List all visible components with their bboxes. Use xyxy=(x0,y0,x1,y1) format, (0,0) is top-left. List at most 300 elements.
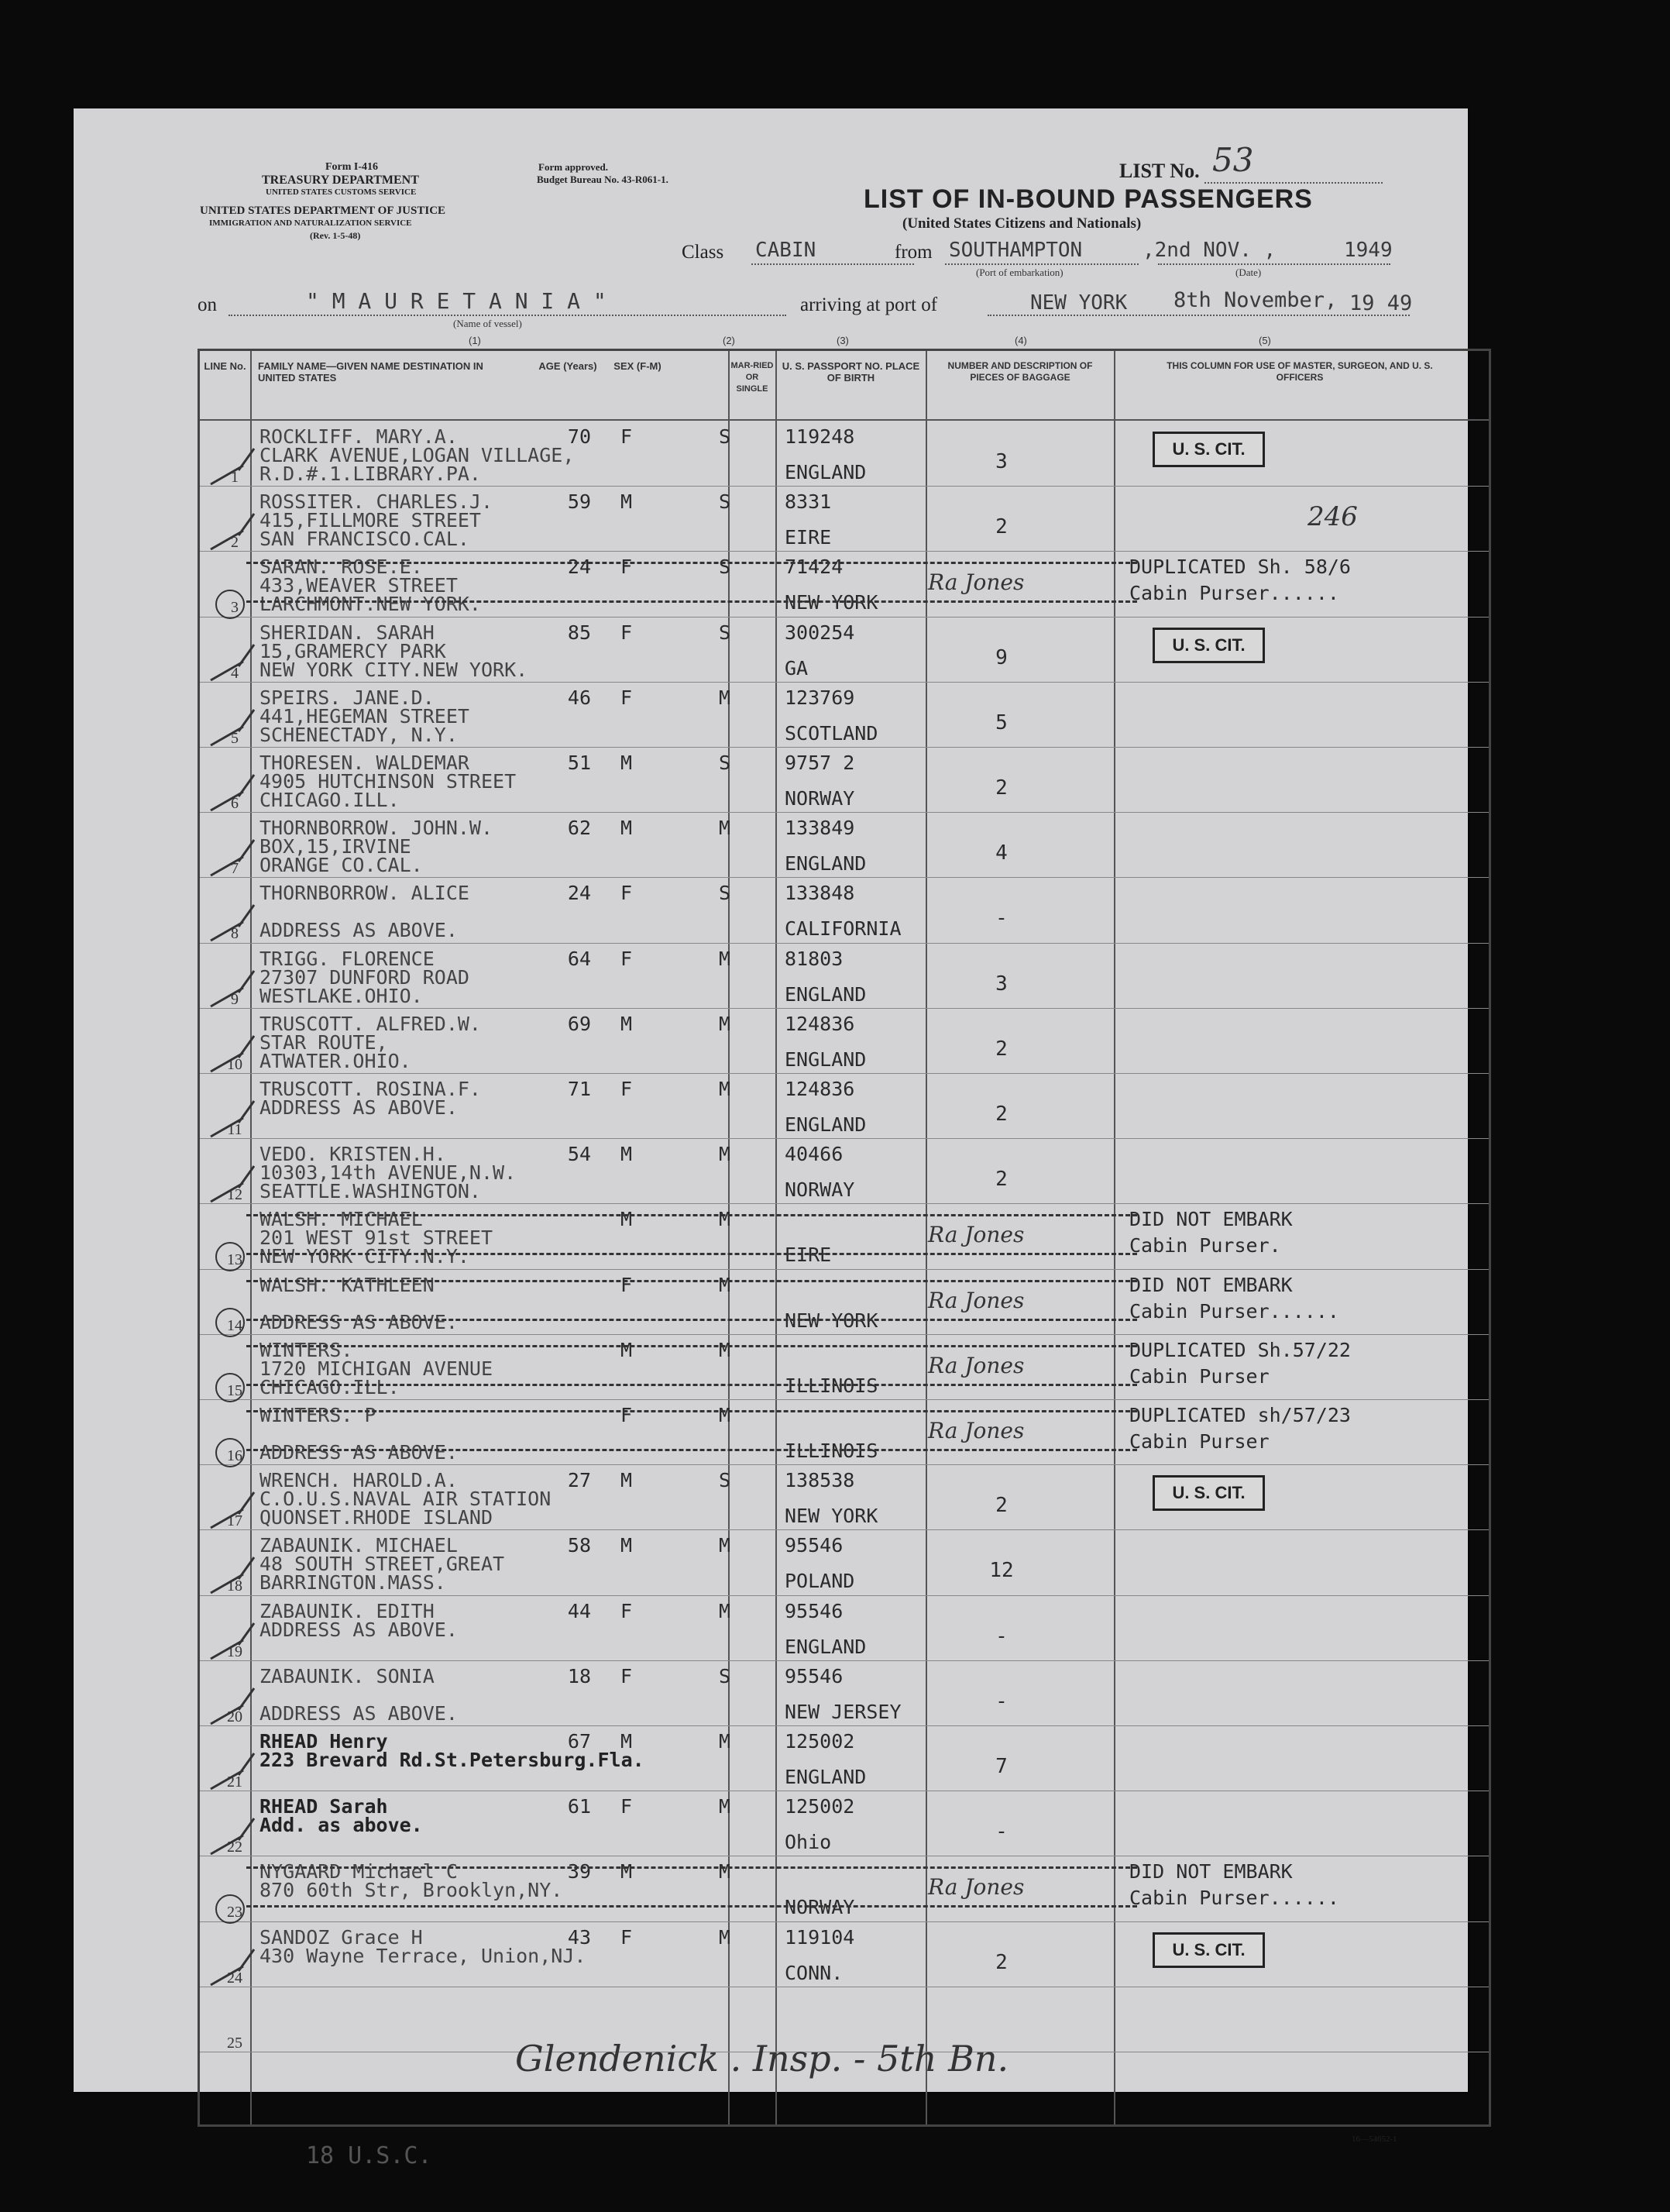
strike-line xyxy=(246,600,1137,603)
place-of-birth: NORWAY xyxy=(785,1178,855,1202)
sex-value: F xyxy=(620,882,633,905)
address-line-1: 430 Wayne Terrace, Union,NJ. xyxy=(259,1944,586,1967)
arriving-label: arriving at port of xyxy=(800,294,938,315)
passport-number: 9757 2 xyxy=(785,752,855,774)
arrival-port: NEW YORK xyxy=(1030,291,1128,315)
us-citizen-stamp: U. S. CIT. xyxy=(1153,628,1265,663)
place-of-birth: Ohio xyxy=(785,1831,832,1854)
age-value: 59 xyxy=(567,490,591,514)
baggage-count: - xyxy=(995,1820,1008,1844)
passport-number: 125002 xyxy=(785,1795,855,1818)
passenger-name: WALSH. MICHAEL xyxy=(259,1208,423,1231)
checkmark-icon xyxy=(208,1749,270,1795)
baggage-count: 5 xyxy=(995,710,1008,734)
us-citizen-stamp: U. S. CIT. xyxy=(1153,1932,1265,1968)
ins-service: IMMIGRATION AND NATURALIZATION SERVICE xyxy=(209,218,412,228)
passenger-name: ZABAUNIK. EDITH xyxy=(259,1599,435,1622)
age-value: 69 xyxy=(567,1012,591,1035)
table-row xyxy=(200,682,1489,747)
line-number: 19 xyxy=(227,1643,242,1660)
sex-value: M xyxy=(620,1469,633,1492)
place-of-birth: EIRE xyxy=(785,1244,832,1267)
passport-number: 119248 xyxy=(785,425,855,448)
address-line-1: 15,GRAMERCY PARK xyxy=(259,639,446,662)
col-name-header: FAMILY NAME—GIVEN NAME DESTINATION IN UNITED STATES xyxy=(258,360,483,384)
col-num-2: (2) xyxy=(723,335,735,346)
marital-status: M xyxy=(719,1338,731,1361)
sex-value: F xyxy=(620,686,633,709)
line-number: 15 xyxy=(227,1381,242,1399)
list-no-value: 53 xyxy=(1212,141,1254,179)
passport-number: 124836 xyxy=(785,1078,855,1100)
place-of-birth: NORWAY xyxy=(785,1896,855,1919)
passport-number: 133849 xyxy=(785,817,855,840)
address-line-2: CHICAGO.ILL. xyxy=(259,1375,400,1398)
line-number: 17 xyxy=(227,1512,242,1530)
address-line-1: ADDRESS AS ABOVE. xyxy=(259,1096,458,1119)
from-value: SOUTHAMPTON xyxy=(949,239,1083,262)
passenger-name: SANDOZ Grace H xyxy=(259,1925,423,1949)
passenger-name: RHEAD Henry xyxy=(259,1730,388,1753)
address-line-1: 870 60th Str, Brooklyn,NY. xyxy=(259,1879,563,1902)
sex-value: F xyxy=(620,1404,633,1426)
inspector-signature: Glendenick . Insp. - 5th Bn. xyxy=(515,2038,1009,2080)
age-value: 58 xyxy=(567,1534,591,1557)
passenger-name: THORESEN. WALDEMAR xyxy=(259,752,469,774)
col-sex-header: SEX (F-M) xyxy=(613,360,661,372)
age-value: 39 xyxy=(567,1860,591,1883)
age-value: 24 xyxy=(567,556,591,579)
place-of-birth: CONN. xyxy=(785,1961,844,1984)
officer-remark: DUPLICATED Sh. 58/6 xyxy=(1129,556,1351,579)
table-row xyxy=(200,1269,1489,1334)
passport-number: 300254 xyxy=(785,621,855,644)
baggage-count: 2 xyxy=(995,1494,1008,1518)
checkmark-icon xyxy=(208,835,270,882)
col-num-4: (4) xyxy=(1015,335,1027,346)
vessel-line xyxy=(229,315,786,316)
arrival-year: 19 49 xyxy=(1349,291,1413,315)
checkmark-icon xyxy=(208,1553,270,1599)
marital-status: M xyxy=(719,1273,731,1296)
circled-line-number xyxy=(215,1373,245,1402)
table-row xyxy=(200,421,1489,486)
vessel-caption: (Name of vessel) xyxy=(453,318,522,329)
passenger-name: SPEIRS. JANE.D. xyxy=(259,686,435,709)
address-line-1: C.O.U.S.NAVAL AIR STATION xyxy=(259,1488,552,1511)
address-line-1: 201 WEST 91st STREET xyxy=(259,1226,493,1250)
purser-signature: Ra Jones xyxy=(928,1287,1025,1313)
address-line-1: 10303,14th AVENUE,N.W. xyxy=(259,1161,517,1185)
baggage-count: - xyxy=(995,1624,1008,1648)
table-row xyxy=(200,1203,1489,1268)
passenger-name: RHEAD Sarah xyxy=(259,1795,388,1818)
marital-status: M xyxy=(719,1730,731,1753)
age-value: 18 xyxy=(567,1664,591,1687)
checkmark-icon xyxy=(208,770,270,817)
line-number: 21 xyxy=(227,1773,242,1791)
place-of-birth: ENGLAND xyxy=(785,982,867,1006)
vessel-name: " M A U R E T A N I A " xyxy=(306,288,606,314)
strike-line xyxy=(246,562,1137,564)
place-of-birth: POLAND xyxy=(785,1570,855,1593)
place-of-birth: GA xyxy=(785,656,809,679)
officer-remark-purser: Cabin Purser xyxy=(1129,1364,1270,1388)
class-line xyxy=(751,263,914,265)
address-line-2: ADDRESS AS ABOVE. xyxy=(259,1441,458,1464)
place-of-birth: NEW YORK xyxy=(785,1505,878,1528)
table-row xyxy=(200,1008,1489,1073)
line-number: 9 xyxy=(231,990,239,1008)
line-number: 25 xyxy=(227,2034,242,2052)
passport-number: 8331 xyxy=(785,490,832,514)
passport-number: 95546 xyxy=(785,1664,844,1687)
purser-signature: Ra Jones xyxy=(928,1418,1025,1443)
passenger-name: VEDO. KRISTEN.H. xyxy=(259,1143,446,1166)
address-line-2: BARRINGTON.MASS. xyxy=(259,1571,446,1594)
marital-status: M xyxy=(719,686,731,709)
sex-value: M xyxy=(620,1208,633,1231)
place-of-birth: SCOTLAND xyxy=(785,721,878,745)
purser-signature: Ra Jones xyxy=(928,1352,1025,1378)
sex-value: F xyxy=(620,1273,633,1296)
passport-number: 95546 xyxy=(785,1534,844,1557)
address-line-2: ADDRESS AS ABOVE. xyxy=(259,919,458,942)
table-row xyxy=(200,1725,1489,1791)
table-row xyxy=(200,1334,1489,1399)
baggage-count: 3 xyxy=(995,972,1008,996)
baggage-count: 4 xyxy=(995,841,1008,865)
passport-number: 138538 xyxy=(785,1469,855,1492)
baggage-count: 2 xyxy=(995,515,1008,539)
checkmark-icon xyxy=(208,705,270,752)
date-value: ,2nd NOV. , xyxy=(1143,239,1277,262)
address-line-1: 223 Brevard Rd.St.Petersburg.Fla. xyxy=(259,1749,644,1771)
col-num-1: (1) xyxy=(469,335,481,346)
on-label: on xyxy=(198,294,217,315)
officer-remark: DUPLICATED sh/57/23 xyxy=(1129,1404,1351,1426)
passenger-name: TRUSCOTT. ALFRED.W. xyxy=(259,1012,481,1035)
line-number: 13 xyxy=(227,1251,242,1269)
baggage-count: 2 xyxy=(995,1037,1008,1061)
officer-remark: DID NOT EMBARK xyxy=(1129,1860,1293,1883)
marital-status: M xyxy=(719,1012,731,1035)
table-row xyxy=(200,943,1489,1008)
page-title: LIST OF IN-BOUND PASSENGERS xyxy=(864,184,1313,214)
address-line-2: SEATTLE.WASHINGTON. xyxy=(259,1180,481,1203)
officer-remark-purser: Cabin Purser...... xyxy=(1129,1887,1339,1910)
address-line-1: ADDRESS AS ABOVE. xyxy=(259,1618,458,1641)
manifest-document xyxy=(74,108,1468,2169)
from-line xyxy=(945,263,1139,265)
passenger-name: ROCKLIFF. MARY.A. xyxy=(259,425,458,448)
place-of-birth: NEW JERSEY xyxy=(785,1700,902,1723)
line-number: 10 xyxy=(227,1055,242,1073)
baggage-count: - xyxy=(995,1689,1008,1713)
age-value: 61 xyxy=(567,1795,591,1818)
marital-status: M xyxy=(719,1795,731,1818)
passenger-name: WALSH. KATHLEEN xyxy=(259,1273,435,1296)
age-value: 71 xyxy=(567,1078,591,1100)
address-line-2: SCHENECTADY, N.Y. xyxy=(259,723,458,746)
line-number: 14 xyxy=(227,1316,242,1334)
address-line-1: STAR ROUTE, xyxy=(259,1030,388,1054)
age-value: 62 xyxy=(567,817,591,840)
age-value: 70 xyxy=(567,425,591,448)
purser-signature: Ra Jones xyxy=(928,569,1025,596)
date-line xyxy=(1158,263,1390,265)
table-row xyxy=(200,1921,1489,1987)
passport-number: 133848 xyxy=(785,882,855,905)
class-label: Class xyxy=(682,242,724,263)
marital-status: S xyxy=(719,425,731,448)
address-line-2: QUONSET.RHODE ISLAND xyxy=(259,1506,493,1529)
address-line-1: 415,FILLMORE STREET xyxy=(259,509,481,532)
age-value: 43 xyxy=(567,1925,591,1949)
sex-value: F xyxy=(620,621,633,644)
line-number: 18 xyxy=(227,1577,242,1595)
passenger-table xyxy=(198,349,1491,2127)
line-number: 1 xyxy=(231,469,239,486)
sex-value: F xyxy=(620,1925,633,1949)
statute-code: 18 U.S.C. xyxy=(306,2142,432,2169)
place-of-birth: ENGLAND xyxy=(785,461,867,483)
passport-number: 123769 xyxy=(785,686,855,709)
passenger-name: WINTERS. P xyxy=(259,1404,376,1426)
passport-number: 124836 xyxy=(785,1012,855,1035)
age-value: 54 xyxy=(567,1143,591,1166)
col-line-header: LINE No. xyxy=(204,360,246,372)
list-no-line xyxy=(1204,182,1383,184)
place-of-birth: EIRE xyxy=(785,526,832,549)
class-value: CABIN xyxy=(755,239,816,262)
officer-remark: DID NOT EMBARK xyxy=(1129,1273,1293,1296)
sex-value: M xyxy=(620,1534,633,1557)
marital-status: S xyxy=(719,882,731,905)
officer-remark: DID NOT EMBARK xyxy=(1129,1208,1293,1231)
strike-line xyxy=(246,1280,1137,1282)
col-baggage-header: NUMBER AND DESCRIPTION OF PIECES OF BAGGAGE xyxy=(947,360,1093,383)
address-line-1: 48 SOUTH STREET,GREAT xyxy=(259,1553,505,1576)
print-code: 16—54652-1 xyxy=(1352,2135,1397,2144)
table-row xyxy=(200,877,1489,942)
passenger-name: TRIGG. FLORENCE xyxy=(259,947,435,970)
marital-status: S xyxy=(719,621,731,644)
sex-value: F xyxy=(620,1599,633,1622)
col-age-header: AGE (Years) xyxy=(538,360,597,372)
form-number: Form I-416 xyxy=(325,161,379,173)
place-of-birth: ENGLAND xyxy=(785,1766,867,1788)
line-number: 5 xyxy=(231,729,239,747)
place-of-birth: NEW YORK xyxy=(785,591,878,614)
checkmark-icon xyxy=(208,1031,270,1078)
marital-status: S xyxy=(719,556,731,579)
col-officers-header: THIS COLUMN FOR USE OF MASTER, SURGEON, AND U. S. OFFICERS xyxy=(1167,360,1433,383)
strike-line xyxy=(246,1905,1137,1908)
age-value: 24 xyxy=(567,882,591,905)
checkmark-icon xyxy=(208,1161,270,1208)
line-number: 24 xyxy=(227,1969,242,1987)
address-line-2: R.D.#.1.LIBRARY.PA. xyxy=(259,463,481,485)
marital-status: M xyxy=(719,1599,731,1622)
officer-remark-purser: Cabin Purser xyxy=(1129,1430,1270,1453)
officer-remark: DUPLICATED Sh.57/22 xyxy=(1129,1338,1351,1361)
treasury-dept: TREASURY DEPARTMENT xyxy=(262,174,419,187)
address-line-1: 433,WEAVER STREET xyxy=(259,574,458,597)
passport-number: 40466 xyxy=(785,1143,844,1166)
line-number: 3 xyxy=(231,599,239,617)
checkmark-icon xyxy=(208,1814,270,1860)
passport-number: 95546 xyxy=(785,1599,844,1622)
passenger-name: THORNBORROW. JOHN.W. xyxy=(259,817,493,840)
passenger-name: WRENCH. HAROLD.A. xyxy=(259,1469,458,1492)
line-number: 7 xyxy=(231,860,239,878)
from-label: from xyxy=(895,242,933,263)
port-caption: (Port of embarkation) xyxy=(976,267,1064,278)
passenger-name: SHERIDAN. SARAH xyxy=(259,621,435,644)
passenger-name: THORNBORROW. ALICE xyxy=(259,882,469,905)
sex-value: M xyxy=(620,1012,633,1035)
address-line-2: SAN FRANCISCO.CAL. xyxy=(259,528,469,551)
sex-value: M xyxy=(620,490,633,514)
page-subtitle: (United States Citizens and Nationals) xyxy=(902,215,1142,232)
strike-line xyxy=(246,1319,1137,1321)
officer-remark-purser: Cabin Purser. xyxy=(1129,1234,1281,1257)
address-line-1: 1720 MICHIGAN AVENUE xyxy=(259,1357,493,1380)
revision: (Rev. 1-5-48) xyxy=(310,230,361,241)
customs-service: UNITED STATES CUSTOMS SERVICE xyxy=(266,187,417,197)
age-value: 85 xyxy=(567,621,591,644)
table-row xyxy=(200,551,1489,616)
handwritten-number: 246 xyxy=(1307,501,1358,533)
age-value: 64 xyxy=(567,947,591,970)
sex-value: F xyxy=(620,947,633,970)
line-number: 11 xyxy=(227,1121,242,1138)
table-row xyxy=(200,1529,1489,1594)
form-approved: Form approved. xyxy=(538,161,609,173)
marital-status: M xyxy=(719,947,731,970)
address-line-2: ORANGE CO.CAL. xyxy=(259,854,423,877)
table-row xyxy=(200,1138,1489,1203)
address-line-1: 441,HEGEMAN STREET xyxy=(259,704,469,728)
table-row xyxy=(200,617,1489,682)
us-citizen-stamp: U. S. CIT. xyxy=(1153,432,1265,467)
officer-remark-purser: Cabin Purser...... xyxy=(1129,1299,1339,1323)
col-married-header: MAR-RIED OR SINGLE xyxy=(730,361,774,394)
marital-status: M xyxy=(719,1208,731,1231)
purser-signature: Ra Jones xyxy=(928,1874,1025,1901)
strike-line xyxy=(246,1866,1137,1869)
sex-value: M xyxy=(620,1338,633,1361)
line-number: 2 xyxy=(231,534,239,552)
marital-status: S xyxy=(719,1469,731,1492)
marital-status: S xyxy=(719,490,731,514)
address-line-1: BOX,15,IRVINE xyxy=(259,835,411,858)
passport-number: 71424 xyxy=(785,556,844,579)
line-number: 22 xyxy=(227,1839,242,1856)
strike-line xyxy=(246,1384,1137,1386)
strike-line xyxy=(246,1253,1137,1255)
baggage-count: 2 xyxy=(995,776,1008,800)
line-number: 8 xyxy=(231,925,239,943)
baggage-count: 9 xyxy=(995,645,1008,669)
sex-value: F xyxy=(620,425,633,448)
passport-number: 125002 xyxy=(785,1730,855,1753)
address-line-2: CHICAGO.ILL. xyxy=(259,789,400,811)
line-number: 23 xyxy=(227,1904,242,1921)
baggage-count: 7 xyxy=(995,1755,1008,1778)
circled-line-number xyxy=(215,1438,245,1467)
sex-value: M xyxy=(620,752,633,774)
line-number: 20 xyxy=(227,1708,242,1725)
strike-line xyxy=(246,1345,1137,1347)
place-of-birth: ILLINOIS xyxy=(785,1374,878,1397)
table-row xyxy=(200,1791,1489,1856)
justice-dept: UNITED STATES DEPARTMENT OF JUSTICE xyxy=(200,205,446,217)
age-value: 27 xyxy=(567,1469,591,1492)
sex-value: F xyxy=(620,1078,633,1100)
strike-line xyxy=(246,1214,1137,1216)
baggage-count: - xyxy=(995,906,1008,931)
address-line-2: NEW YORK CITY.NEW YORK. xyxy=(259,658,528,681)
table-row xyxy=(200,1464,1489,1529)
checkmark-icon xyxy=(208,444,270,490)
list-no-label: LIST No. xyxy=(1119,160,1200,182)
checkmark-icon xyxy=(208,1684,270,1730)
budget-bureau: Budget Bureau No. 43-R061-1. xyxy=(537,174,668,185)
passenger-name: ZABAUNIK. MICHAEL xyxy=(259,1534,458,1557)
col-passport-header: U. S. PASSPORT NO. PLACE OF BIRTH xyxy=(782,360,920,384)
address-line-2: LARCHMONT.NEW YORK. xyxy=(259,593,481,616)
table-row xyxy=(200,1660,1489,1725)
table-row xyxy=(200,747,1489,812)
place-of-birth: ENGLAND xyxy=(785,1113,867,1136)
checkmark-icon xyxy=(208,1619,270,1665)
address-line-2: ATWATER.OHIO. xyxy=(259,1049,411,1072)
sex-value: M xyxy=(620,1860,633,1883)
col-num-5: (5) xyxy=(1259,335,1271,346)
arrival-date: 8th November, xyxy=(1173,288,1338,312)
marital-status: M xyxy=(719,817,731,840)
baggage-count: 2 xyxy=(995,1950,1008,1974)
sex-value: M xyxy=(620,1143,633,1166)
baggage-count: 2 xyxy=(995,1103,1008,1126)
marital-status: M xyxy=(719,1860,731,1883)
date-caption: (Date) xyxy=(1235,267,1262,278)
address-line-1: 27307 DUNFORD ROAD xyxy=(259,965,469,989)
sex-value: F xyxy=(620,1795,633,1818)
line-number: 16 xyxy=(227,1447,242,1464)
passport-number: 81803 xyxy=(785,947,844,970)
place-of-birth: ENGLAND xyxy=(785,852,867,876)
sex-value: M xyxy=(620,817,633,840)
marital-status: M xyxy=(719,1404,731,1426)
address-line-1: CLARK AVENUE,LOGAN VILLAGE, xyxy=(259,444,575,466)
table-row xyxy=(200,486,1489,551)
address-line-2: NEW YORK CITY.N.Y. xyxy=(259,1245,469,1268)
table-row xyxy=(200,1595,1489,1660)
table-row xyxy=(200,812,1489,877)
us-citizen-stamp: U. S. CIT. xyxy=(1153,1475,1265,1511)
sex-value: F xyxy=(620,556,633,579)
place-of-birth: NORWAY xyxy=(785,787,855,810)
place-of-birth: CALIFORNIA xyxy=(785,917,902,941)
table-row xyxy=(200,1399,1489,1464)
officer-remark-purser: Cabin Purser...... xyxy=(1129,582,1339,605)
address-line-2: ADDRESS AS ABOVE. xyxy=(259,1310,458,1333)
place-of-birth: NEW YORK xyxy=(785,1309,878,1332)
place-of-birth: ILLINOIS xyxy=(785,1440,878,1462)
